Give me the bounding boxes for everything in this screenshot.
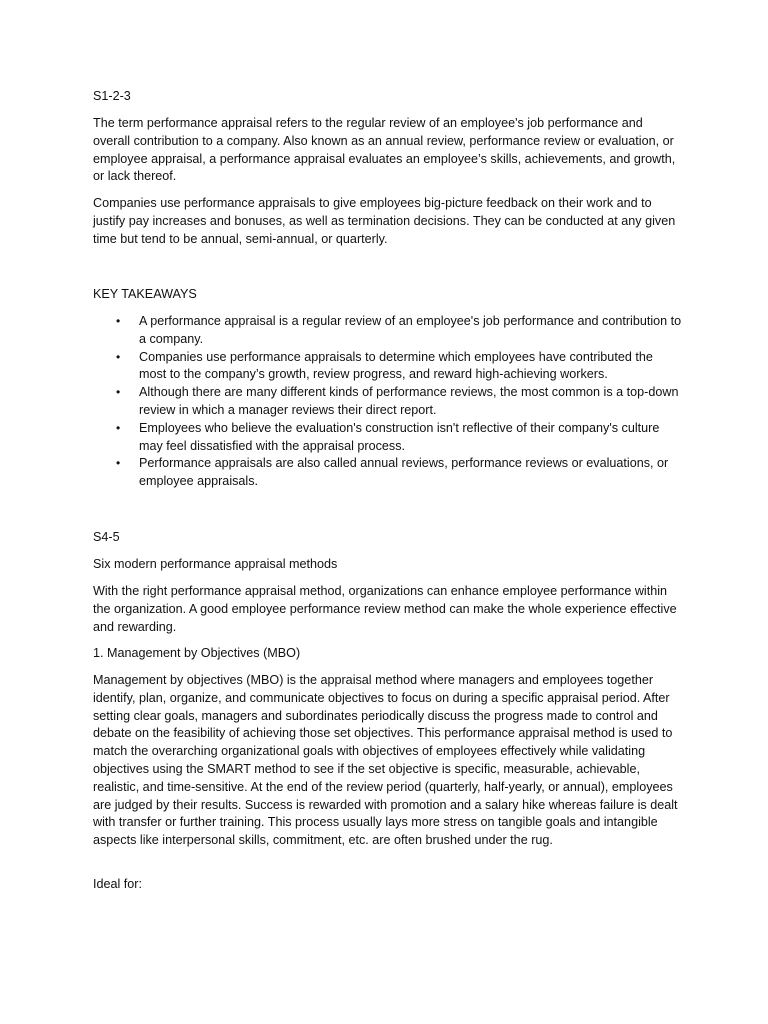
method-1-body: Management by objectives (MBO) is the appraisal method where managers and employees together identify, plan, organize, and communicate objectives to focus on during a specific appraisal period. After setting clear goals, managers and subordinates periodically discuss the progress made to control and debate on the feasibility of achieving those set objectives. This performance appraisal method is used to match the overarching organizational goals with objectives of employees effectively while validating objectives using the SMART method to see if the set objective is specific, measurable, achievable, realistic, and time-sensitive. At the end of the review period (quarterly, half-yearly, or annual), employees are judged by their results. Success is rewarded with promotion and a salary hike whereas failure is dealt with transfer or further training. This process usually lays more stress on tangible goals and intangible aspects like interpersonal skills, commitment, etc. are often brushed under the rug. [93, 673, 678, 848]
key-takeaways-list [93, 313, 683, 491]
key-takeaways-heading: KEY TAKEAWAYS [93, 287, 197, 301]
bullet-icon: • [116, 314, 121, 328]
bullet-icon: • [116, 385, 121, 400]
methods-subheading: Six modern performance appraisal methods [93, 557, 338, 571]
list-item-text: Although there are many different kinds of performance reviews, the most common is a top-down review in which a manager reviews their direct report. [139, 385, 679, 417]
list-item-text: Employees who believe the evaluation's construction isn't reflective of their company's culture may feel dissatisfied with the appraisal process. [139, 420, 660, 453]
bullet-icon: • [116, 420, 121, 435]
section-heading-s1-2-3: S1-2-3 [93, 89, 131, 103]
appraisal-definition-paragraph: The term performance appraisal refers to the regular review of an employee's job performance and overall contribution to a company. Also known as an annual review, performance review or evaluation, or employee appraisal, a performance appraisal evaluates an employee’s skills, achievements, and growth, or lack thereof. [93, 116, 676, 184]
list-item-text: Performance appraisals are also called annual reviews, performance reviews or evaluations, or employee appraisals. [139, 456, 669, 489]
bullet-icon: • [116, 349, 121, 364]
list-item-text: A performance appraisal is a regular review of an employee's job performance and contribution to a company. [139, 314, 682, 346]
ideal-for-label: Ideal for: [93, 877, 143, 891]
method-1-title: 1. Management by Objectives (MBO) [93, 646, 301, 660]
list-item [93, 455, 683, 491]
list-item [93, 313, 683, 349]
bullet-icon: • [116, 456, 121, 471]
list-item [93, 384, 683, 420]
appraisal-usage-paragraph: Companies use performance appraisals to give employees big-picture feedback on their work and to justify pay increases and bonuses, as well as termination decisions. They can be conducted at any given time but tend to be annual, semi-annual, or quarterly. [93, 196, 676, 246]
list-item [93, 349, 683, 385]
list-item [93, 420, 683, 456]
section-heading-s4-5: S4-5 [93, 530, 120, 544]
methods-intro-paragraph: With the right performance appraisal method, organizations can enhance employee performance within the organization. A good employee performance review method can make the whole experience effective and rewarding. [93, 584, 677, 634]
list-item-text: Companies use performance appraisals to determine which employees have contributed the most to the company’s growth, review progress, and reward high-achieving workers. [139, 349, 653, 382]
